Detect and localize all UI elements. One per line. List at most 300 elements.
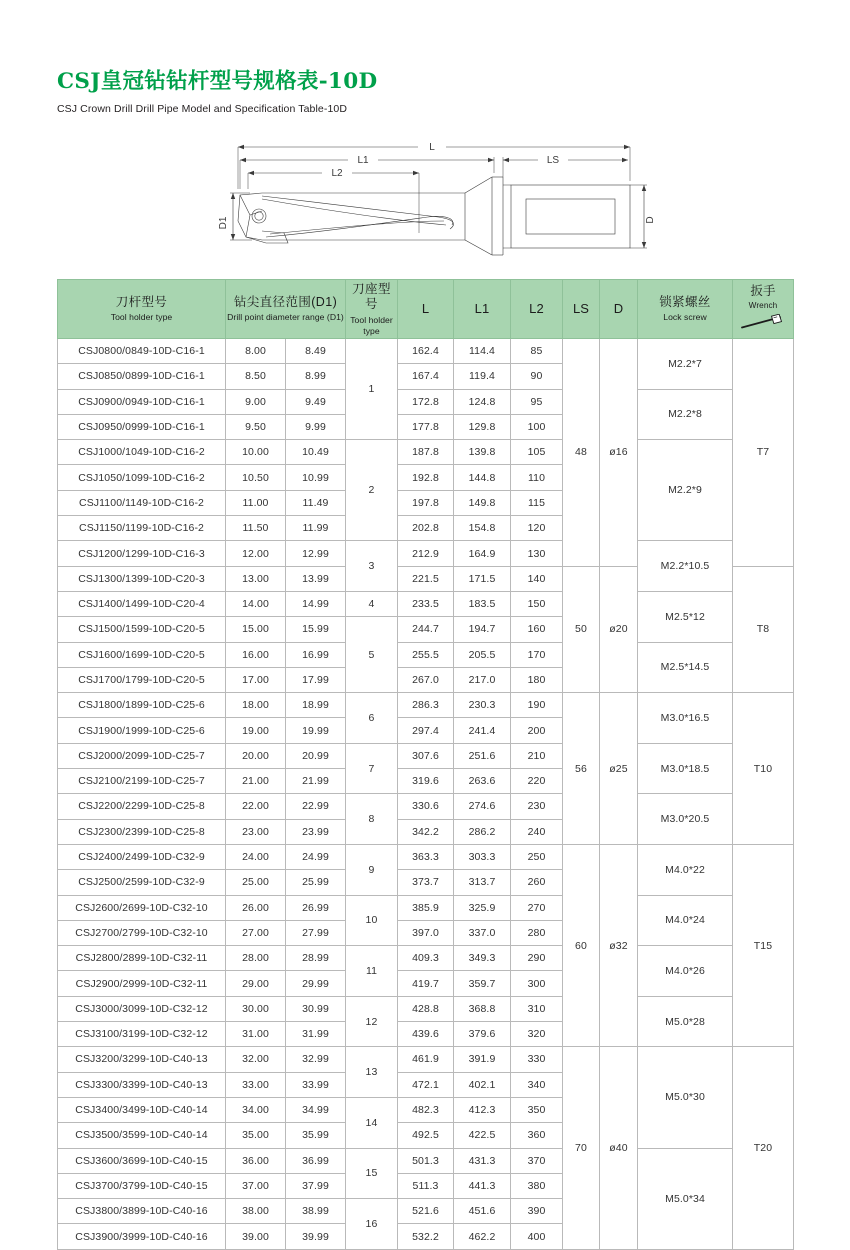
cell-lock-screw: M3.0*20.5 (638, 794, 733, 845)
cell-drill-point-max: 14.99 (286, 591, 346, 616)
header-ls-label: LS (572, 300, 590, 316)
cell-tool-holder-type: CSJ2900/2999-10D-C32-11 (58, 971, 226, 996)
cell-l: 192.8 (398, 465, 454, 490)
cell-seat-type: 15 (346, 1148, 398, 1199)
table-row (58, 339, 794, 364)
cell-drill-point-max: 29.99 (286, 971, 346, 996)
cell-l2: 300 (511, 971, 563, 996)
cell-l2: 105 (511, 440, 563, 465)
cell-l: 373.7 (398, 870, 454, 895)
cell-l2: 400 (511, 1224, 563, 1249)
cell-l1: 451.6 (454, 1199, 511, 1224)
cell-l2: 115 (511, 490, 563, 515)
cell-lock-screw: M2.2*8 (638, 389, 733, 440)
cell-d: ø16 (600, 339, 638, 567)
header-tool-holder-type-cn: 刀杆型号 (115, 294, 168, 309)
crown-drill-dimension-diagram (200, 133, 670, 265)
cell-l2: 110 (511, 465, 563, 490)
cell-l1: 119.4 (454, 364, 511, 389)
header-l1-label: L1 (474, 300, 490, 316)
cell-l1: 171.5 (454, 566, 511, 591)
cell-drill-point-max: 11.49 (286, 490, 346, 515)
cell-l: 385.9 (398, 895, 454, 920)
header-l2 (511, 280, 563, 339)
cell-lock-screw: M2.5*14.5 (638, 642, 733, 693)
cell-l2: 85 (511, 339, 563, 364)
cell-l2: 270 (511, 895, 563, 920)
cell-seat-type: 3 (346, 541, 398, 592)
cell-wrench: T20 (733, 1047, 794, 1249)
cell-l: 501.3 (398, 1148, 454, 1173)
table-row (58, 591, 794, 616)
cell-l: 172.8 (398, 389, 454, 414)
cell-l1: 286.2 (454, 819, 511, 844)
cell-l1: 274.6 (454, 794, 511, 819)
cell-drill-point-min: 9.50 (226, 414, 286, 439)
cell-l: 363.3 (398, 844, 454, 869)
header-wrench-en: Wrench (748, 300, 778, 310)
cell-drill-point-min: 9.00 (226, 389, 286, 414)
page-title-en: CSJ Crown Drill Drill Pipe Model and Specification Table-10D (57, 102, 348, 115)
cell-l2: 130 (511, 541, 563, 566)
cell-tool-holder-type: CSJ1200/1299-10D-C16-3 (58, 541, 226, 566)
cell-l: 297.4 (398, 718, 454, 743)
cell-l1: 241.4 (454, 718, 511, 743)
cell-drill-point-min: 8.00 (226, 339, 286, 364)
cell-seat-type: 11 (346, 946, 398, 997)
cell-tool-holder-type: CSJ2500/2599-10D-C32-9 (58, 870, 226, 895)
cell-d: ø40 (600, 1047, 638, 1249)
cell-drill-point-min: 30.00 (226, 996, 286, 1021)
cell-ls: 50 (563, 566, 600, 692)
cell-drill-point-max: 31.99 (286, 1022, 346, 1047)
cell-seat-type: 4 (346, 591, 398, 616)
cell-l2: 280 (511, 920, 563, 945)
cell-drill-point-min: 18.00 (226, 693, 286, 718)
cell-l1: 164.9 (454, 541, 511, 566)
cell-seat-type: 10 (346, 895, 398, 946)
table-row (58, 996, 794, 1021)
table-row (58, 389, 794, 414)
cell-lock-screw: M4.0*24 (638, 895, 733, 946)
cell-tool-holder-type: CSJ3300/3399-10D-C40-13 (58, 1072, 226, 1097)
cell-l1: 313.7 (454, 870, 511, 895)
header-drill-point-range-cn: 钻尖直径范围(D1) (233, 294, 338, 309)
cell-l2: 360 (511, 1123, 563, 1148)
cell-drill-point-max: 33.99 (286, 1072, 346, 1097)
cell-tool-holder-type: CSJ1700/1799-10D-C20-5 (58, 667, 226, 692)
cell-l: 286.3 (398, 693, 454, 718)
cell-lock-screw: M2.2*10.5 (638, 541, 733, 592)
cell-drill-point-min: 22.00 (226, 794, 286, 819)
cell-drill-point-min: 16.00 (226, 642, 286, 667)
header-drill-point-range-en: Drill point diameter range (D1) (227, 312, 344, 323)
cell-l: 307.6 (398, 743, 454, 768)
table-row (58, 743, 794, 768)
svg-text:L1: L1 (357, 155, 369, 166)
cell-drill-point-max: 15.99 (286, 617, 346, 642)
cell-l2: 230 (511, 794, 563, 819)
cell-seat-type: 12 (346, 996, 398, 1047)
cell-drill-point-max: 32.99 (286, 1047, 346, 1072)
header-seat-type-en: Tool holder type (350, 314, 393, 336)
header-l (398, 280, 454, 339)
cell-drill-point-min: 11.50 (226, 516, 286, 541)
cell-l1: 139.8 (454, 440, 511, 465)
cell-seat-type: 2 (346, 440, 398, 541)
cell-l1: 129.8 (454, 414, 511, 439)
cell-l2: 220 (511, 769, 563, 794)
cell-l: 439.6 (398, 1022, 454, 1047)
cell-l: 532.2 (398, 1224, 454, 1249)
cell-ls: 70 (563, 1047, 600, 1249)
cell-l1: 368.8 (454, 996, 511, 1021)
cell-tool-holder-type: CSJ1900/1999-10D-C25-6 (58, 718, 226, 743)
svg-text:LS: LS (546, 155, 560, 166)
cell-drill-point-min: 10.50 (226, 465, 286, 490)
cell-tool-holder-type: CSJ2200/2299-10D-C25-8 (58, 794, 226, 819)
cell-drill-point-min: 37.00 (226, 1173, 286, 1198)
cell-l1: 154.8 (454, 516, 511, 541)
cell-l1: 263.6 (454, 769, 511, 794)
table-header-row (58, 280, 794, 339)
svg-text:L: L (429, 142, 435, 153)
cell-seat-type: 16 (346, 1199, 398, 1250)
cell-l1: 379.6 (454, 1022, 511, 1047)
cell-l: 409.3 (398, 946, 454, 971)
cell-l: 244.7 (398, 617, 454, 642)
cell-drill-point-min: 21.00 (226, 769, 286, 794)
cell-drill-point-max: 25.99 (286, 870, 346, 895)
cell-l: 419.7 (398, 971, 454, 996)
cell-tool-holder-type: CSJ3600/3699-10D-C40-15 (58, 1148, 226, 1173)
cell-lock-screw: M2.2*9 (638, 440, 733, 541)
cell-l1: 441.3 (454, 1173, 511, 1198)
cell-l1: 144.8 (454, 465, 511, 490)
cell-l: 221.5 (398, 566, 454, 591)
cell-drill-point-max: 10.99 (286, 465, 346, 490)
cell-drill-point-max: 35.99 (286, 1123, 346, 1148)
cell-seat-type: 1 (346, 339, 398, 440)
cell-l2: 140 (511, 566, 563, 591)
cell-drill-point-max: 26.99 (286, 895, 346, 920)
cell-drill-point-min: 19.00 (226, 718, 286, 743)
header-l-label: L (421, 300, 430, 316)
cell-l: 482.3 (398, 1097, 454, 1122)
cell-drill-point-max: 27.99 (286, 920, 346, 945)
cell-drill-point-max: 17.99 (286, 667, 346, 692)
cell-tool-holder-type: CSJ2400/2499-10D-C32-9 (58, 844, 226, 869)
cell-l: 397.0 (398, 920, 454, 945)
cell-l2: 250 (511, 844, 563, 869)
cell-lock-screw: M3.0*18.5 (638, 743, 733, 794)
header-tool-holder-type (58, 280, 226, 339)
svg-text:D: D (645, 216, 656, 224)
header-tool-holder-type-en: Tool holder type (110, 312, 173, 323)
cell-tool-holder-type: CSJ3700/3799-10D-C40-15 (58, 1173, 226, 1198)
cell-tool-holder-type: CSJ2300/2399-10D-C25-8 (58, 819, 226, 844)
cell-l: 267.0 (398, 667, 454, 692)
cell-d: ø32 (600, 844, 638, 1046)
table-row (58, 946, 794, 971)
cell-seat-type: 9 (346, 844, 398, 895)
cell-ls: 48 (563, 339, 600, 567)
cell-l: 202.8 (398, 516, 454, 541)
header-l2-label: L2 (529, 300, 544, 316)
cell-l1: 349.3 (454, 946, 511, 971)
header-wrench-cn: 扳手 (750, 284, 776, 298)
cell-l1: 412.3 (454, 1097, 511, 1122)
cell-drill-point-max: 20.99 (286, 743, 346, 768)
cell-drill-point-min: 32.00 (226, 1047, 286, 1072)
cell-drill-point-min: 13.00 (226, 566, 286, 591)
cell-l2: 310 (511, 996, 563, 1021)
cell-drill-point-max: 37.99 (286, 1173, 346, 1198)
header-drill-point-range (226, 280, 346, 339)
cell-lock-screw: M3.0*16.5 (638, 693, 733, 744)
cell-l: 472.1 (398, 1072, 454, 1097)
cell-tool-holder-type: CSJ3500/3599-10D-C40-14 (58, 1123, 226, 1148)
cell-drill-point-min: 24.00 (226, 844, 286, 869)
cell-tool-holder-type: CSJ3100/3199-10D-C32-12 (58, 1022, 226, 1047)
cell-seat-type: 8 (346, 794, 398, 845)
cell-l: 212.9 (398, 541, 454, 566)
cell-wrench: T15 (733, 844, 794, 1046)
cell-drill-point-min: 29.00 (226, 971, 286, 996)
cell-tool-holder-type: CSJ1050/1099-10D-C16-2 (58, 465, 226, 490)
hex-wrench-icon (733, 314, 793, 334)
table-row (58, 642, 794, 667)
cell-ls: 60 (563, 844, 600, 1046)
cell-l1: 431.3 (454, 1148, 511, 1173)
cell-l: 428.8 (398, 996, 454, 1021)
table-row (58, 440, 794, 465)
cell-tool-holder-type: CSJ1800/1899-10D-C25-6 (58, 693, 226, 718)
cell-wrench: T10 (733, 693, 794, 845)
cell-drill-point-min: 33.00 (226, 1072, 286, 1097)
cell-wrench: T8 (733, 566, 794, 692)
cell-l1: 359.7 (454, 971, 511, 996)
cell-tool-holder-type: CSJ0850/0899-10D-C16-1 (58, 364, 226, 389)
cell-tool-holder-type: CSJ1600/1699-10D-C20-5 (58, 642, 226, 667)
cell-l2: 90 (511, 364, 563, 389)
cell-drill-point-min: 25.00 (226, 870, 286, 895)
table-body (58, 339, 794, 1250)
cell-drill-point-min: 10.00 (226, 440, 286, 465)
cell-l2: 100 (511, 414, 563, 439)
cell-l2: 210 (511, 743, 563, 768)
cell-l: 162.4 (398, 339, 454, 364)
cell-l1: 402.1 (454, 1072, 511, 1097)
header-seat-type-cn: 刀座型号 (352, 281, 391, 312)
cell-l1: 194.7 (454, 617, 511, 642)
cell-drill-point-max: 36.99 (286, 1148, 346, 1173)
cell-drill-point-min: 11.00 (226, 490, 286, 515)
cell-l2: 120 (511, 516, 563, 541)
cell-l1: 422.5 (454, 1123, 511, 1148)
cell-l2: 160 (511, 617, 563, 642)
cell-drill-point-max: 22.99 (286, 794, 346, 819)
cell-drill-point-min: 27.00 (226, 920, 286, 945)
cell-drill-point-min: 26.00 (226, 895, 286, 920)
cell-drill-point-min: 14.00 (226, 591, 286, 616)
cell-tool-holder-type: CSJ3800/3899-10D-C40-16 (58, 1199, 226, 1224)
cell-drill-point-min: 39.00 (226, 1224, 286, 1249)
cell-tool-holder-type: CSJ3900/3999-10D-C40-16 (58, 1224, 226, 1249)
cell-tool-holder-type: CSJ2700/2799-10D-C32-10 (58, 920, 226, 945)
cell-tool-holder-type: CSJ1500/1599-10D-C20-5 (58, 617, 226, 642)
cell-ls: 56 (563, 693, 600, 845)
header-wrench (733, 280, 794, 339)
cell-l2: 370 (511, 1148, 563, 1173)
cell-l1: 114.4 (454, 339, 511, 364)
cell-l2: 170 (511, 642, 563, 667)
cell-l2: 330 (511, 1047, 563, 1072)
cell-drill-point-min: 15.00 (226, 617, 286, 642)
cell-seat-type: 13 (346, 1047, 398, 1098)
cell-tool-holder-type: CSJ1000/1049-10D-C16-2 (58, 440, 226, 465)
cell-l1: 391.9 (454, 1047, 511, 1072)
cell-drill-point-max: 24.99 (286, 844, 346, 869)
cell-l: 255.5 (398, 642, 454, 667)
cell-lock-screw: M4.0*22 (638, 844, 733, 895)
cell-drill-point-max: 28.99 (286, 946, 346, 971)
cell-drill-point-max: 16.99 (286, 642, 346, 667)
cell-l2: 340 (511, 1072, 563, 1097)
cell-l1: 303.3 (454, 844, 511, 869)
cell-l2: 390 (511, 1199, 563, 1224)
cell-l: 342.2 (398, 819, 454, 844)
table-row (58, 693, 794, 718)
cell-d: ø20 (600, 566, 638, 692)
cell-drill-point-min: 31.00 (226, 1022, 286, 1047)
cell-drill-point-max: 18.99 (286, 693, 346, 718)
cell-l1: 251.6 (454, 743, 511, 768)
cell-seat-type: 6 (346, 693, 398, 744)
cell-tool-holder-type: CSJ1400/1499-10D-C20-4 (58, 591, 226, 616)
cell-tool-holder-type: CSJ2000/2099-10D-C25-7 (58, 743, 226, 768)
cell-drill-point-max: 9.49 (286, 389, 346, 414)
table-row (58, 895, 794, 920)
cell-l2: 380 (511, 1173, 563, 1198)
cell-seat-type: 14 (346, 1097, 398, 1148)
cell-drill-point-max: 34.99 (286, 1097, 346, 1122)
cell-l: 492.5 (398, 1123, 454, 1148)
cell-tool-holder-type: CSJ3200/3299-10D-C40-13 (58, 1047, 226, 1072)
svg-text:L2: L2 (331, 168, 343, 179)
title-block (57, 70, 377, 115)
cell-l1: 205.5 (454, 642, 511, 667)
cell-l: 461.9 (398, 1047, 454, 1072)
page-title-cn: CSJ皇冠钻钻杆型号规格表-10D (57, 69, 378, 94)
cell-l1: 462.2 (454, 1224, 511, 1249)
cell-drill-point-max: 38.99 (286, 1199, 346, 1224)
cell-l2: 190 (511, 693, 563, 718)
cell-drill-point-min: 35.00 (226, 1123, 286, 1148)
cell-drill-point-min: 23.00 (226, 819, 286, 844)
cell-tool-holder-type: CSJ0800/0849-10D-C16-1 (58, 339, 226, 364)
cell-drill-point-max: 10.49 (286, 440, 346, 465)
table-row (58, 794, 794, 819)
cell-tool-holder-type: CSJ1100/1149-10D-C16-2 (58, 490, 226, 515)
cell-l1: 217.0 (454, 667, 511, 692)
cell-l2: 290 (511, 946, 563, 971)
cell-l: 319.6 (398, 769, 454, 794)
header-d-label: D (613, 300, 624, 316)
cell-l1: 325.9 (454, 895, 511, 920)
cell-l1: 337.0 (454, 920, 511, 945)
table-row (58, 1148, 794, 1173)
header-lock-screw-cn: 锁紧螺丝 (659, 294, 711, 309)
cell-drill-point-max: 11.99 (286, 516, 346, 541)
svg-text:D1: D1 (218, 216, 229, 230)
header-d (600, 280, 638, 339)
cell-d: ø25 (600, 693, 638, 845)
cell-l2: 260 (511, 870, 563, 895)
header-ls (563, 280, 600, 339)
cell-lock-screw: M5.0*30 (638, 1047, 733, 1148)
cell-l2: 320 (511, 1022, 563, 1047)
cell-drill-point-min: 28.00 (226, 946, 286, 971)
cell-tool-holder-type: CSJ2600/2699-10D-C32-10 (58, 895, 226, 920)
cell-tool-holder-type: CSJ0900/0949-10D-C16-1 (58, 389, 226, 414)
specification-table (57, 279, 794, 1250)
table-row (58, 541, 794, 566)
cell-l1: 230.3 (454, 693, 511, 718)
cell-l: 167.4 (398, 364, 454, 389)
cell-drill-point-max: 19.99 (286, 718, 346, 743)
cell-seat-type: 5 (346, 617, 398, 693)
cell-lock-screw: M2.2*7 (638, 339, 733, 390)
cell-l1: 149.8 (454, 490, 511, 515)
cell-drill-point-min: 38.00 (226, 1199, 286, 1224)
cell-drill-point-min: 20.00 (226, 743, 286, 768)
cell-l1: 124.8 (454, 389, 511, 414)
cell-tool-holder-type: CSJ2100/2199-10D-C25-7 (58, 769, 226, 794)
cell-tool-holder-type: CSJ3000/3099-10D-C32-12 (58, 996, 226, 1021)
cell-drill-point-max: 30.99 (286, 996, 346, 1021)
cell-seat-type: 7 (346, 743, 398, 794)
table-row (58, 844, 794, 869)
cell-l2: 150 (511, 591, 563, 616)
cell-lock-screw: M2.5*12 (638, 591, 733, 642)
cell-l: 197.8 (398, 490, 454, 515)
header-lock-screw-en: Lock screw (663, 312, 707, 323)
table-row (58, 1047, 794, 1072)
header-l1 (454, 280, 511, 339)
cell-l: 177.8 (398, 414, 454, 439)
cell-lock-screw: M5.0*28 (638, 996, 733, 1047)
cell-lock-screw: M5.0*34 (638, 1148, 733, 1249)
cell-tool-holder-type: CSJ2800/2899-10D-C32-11 (58, 946, 226, 971)
header-seat-type (346, 280, 398, 339)
cell-l1: 183.5 (454, 591, 511, 616)
cell-tool-holder-type: CSJ1150/1199-10D-C16-2 (58, 516, 226, 541)
cell-l: 511.3 (398, 1173, 454, 1198)
cell-l: 233.5 (398, 591, 454, 616)
cell-drill-point-max: 8.99 (286, 364, 346, 389)
cell-l2: 200 (511, 718, 563, 743)
cell-drill-point-max: 13.99 (286, 566, 346, 591)
cell-l: 187.8 (398, 440, 454, 465)
cell-l2: 180 (511, 667, 563, 692)
cell-drill-point-max: 12.99 (286, 541, 346, 566)
cell-l2: 240 (511, 819, 563, 844)
cell-drill-point-max: 39.99 (286, 1224, 346, 1249)
cell-drill-point-min: 34.00 (226, 1097, 286, 1122)
cell-tool-holder-type: CSJ3400/3499-10D-C40-14 (58, 1097, 226, 1122)
cell-drill-point-min: 17.00 (226, 667, 286, 692)
